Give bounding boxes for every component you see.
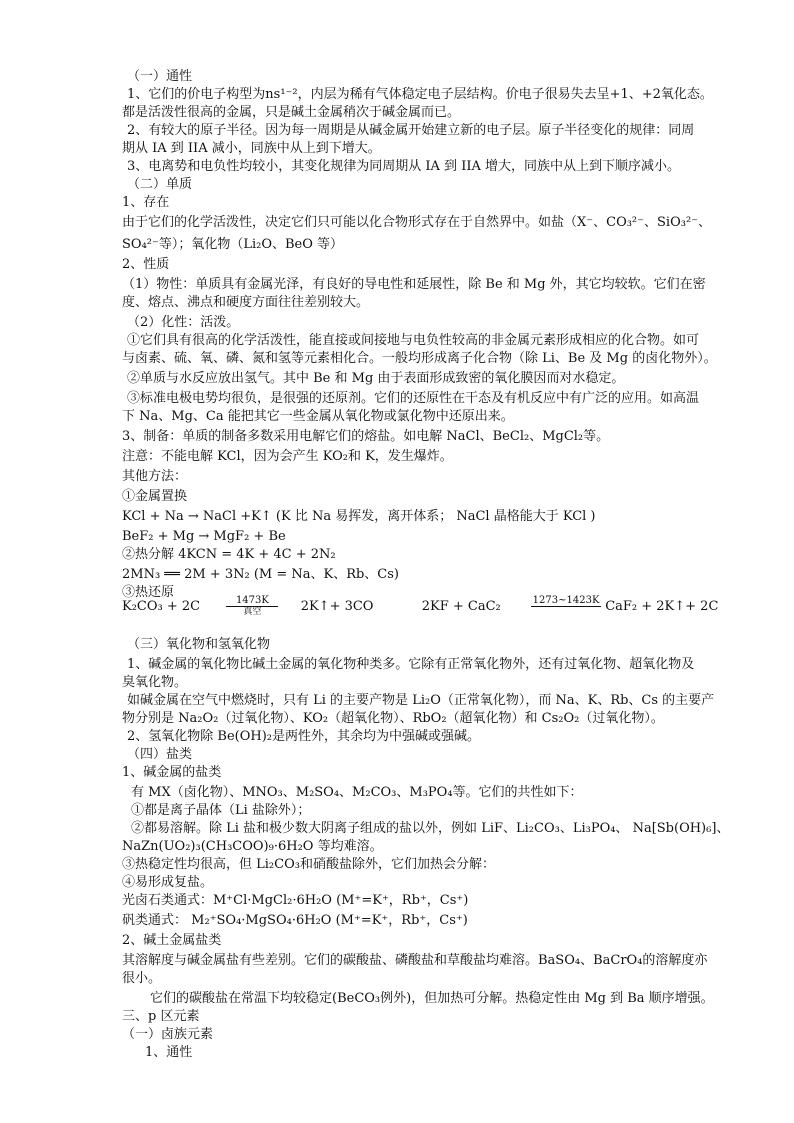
text-line-l44: 光卤石类通式：M⁺Cl·MgCl₂·6H₂O (M⁺=K⁺，Rb⁺，Cs⁺) <box>122 893 469 908</box>
text-line-l2: 1、它们的价电子构型为ns¹⁻²，内层为稀有气体稳定电子层结构。价电子很易失去呈+1、+2氧化态。 <box>127 87 713 102</box>
text-line-l31: 1、碱金属的氧化物比碱土金属的氧化物种类多。它除有正常氧化物外，还有过氧化物、超氧化物及 <box>127 657 695 672</box>
text-line-l40: ②都易溶解。除 Li 盐和极少数大阴离子组成的盐以外，例如 LiF、Li₂CO₃、Li₃PO₄、 Na[Sb(OH)₆]、 <box>131 821 730 836</box>
text-line-l50: 三、p 区元素 <box>122 1009 200 1024</box>
equation-1-products: 2K↑+ 3CO <box>300 599 374 614</box>
text-line-l39: ①都是离子晶体（Li 盐除外）； <box>131 803 311 818</box>
text-line-l12: （1）物性：单质具有金属光泽，有良好的导电性和延展性，除 Be 和 Mg 外，其它均较软。它们在密 <box>122 277 706 292</box>
equation-2-reactants: 2KF + CaC₂ <box>421 599 501 614</box>
text-line-l8: 1、存在 <box>122 195 170 210</box>
text-line-l4: 2、有较大的原子半径。因为每一周期是从碱金属开始建立新的电子层。原子半径变化的规律：同周 <box>127 123 695 138</box>
text-line-l24: KCl + Na → NaCl +K↑ (K 比 Na 易挥发，离开体系； NaCl 晶格能大于 KCl ) <box>122 509 596 524</box>
thermal-reduction-equations <box>122 596 718 617</box>
text-line-l1: （一）通性 <box>127 69 193 84</box>
text-line-l37: 1、碱金属的盐类 <box>122 765 222 780</box>
text-line-l43: ④易形成复盐。 <box>122 875 214 890</box>
text-line-l26: ②热分解 4KCN = 4K + 4C + 2N₂ <box>122 547 336 562</box>
text-line-l52: 1、通性 <box>145 1045 193 1060</box>
text-line-l6: 3、电离势和电负性均较小，其变化规律为同周期从 IA 到 IIA 增大，同族中从上到下顺序减小。 <box>127 159 680 174</box>
equation-2-products: CaF₂ + 2K↑+ 2C <box>605 599 719 614</box>
text-line-l30: （三）氧化物和氢氧化物 <box>127 637 271 652</box>
text-line-l7: （二）单质 <box>127 177 193 192</box>
text-line-l36: （四）盐类 <box>127 747 193 762</box>
text-line-l49: 它们的碳酸盐在常温下均较稳定(BeCO₃例外)，但加热可分解。热稳定性由 Mg 到 Ba 顺序增强。 <box>150 991 714 1006</box>
text-line-l16: 与卤素、硫、氧、磷、氮和氢等元素相化合。一般均形成离子化合物（除 Li、Be 及 Mg 的卤化物外）。 <box>122 351 717 366</box>
text-line-l9: 由于它们的化学活泼性，决定它们只可能以化合物形式存在于自然界中。如盐（X⁻、CO₃²⁻、SiO₃²⁻、 <box>122 215 712 230</box>
text-line-l14: （2）化性：活泼。 <box>127 315 240 330</box>
text-line-l33: 如碱金属在空气中燃烧时，只有 Li 的主要产物是 Li₂O（正常氧化物），而 Na、K、Rb、Cs 的主要产 <box>127 693 715 708</box>
text-line-l23: ①金属置换 <box>122 489 188 504</box>
text-line-l27: 2MN₃ ══ 2M + 3N₂ (M = Na、K、Rb、Cs) <box>122 567 399 582</box>
text-line-l41: NaZn(UO₂)₃(CH₃COO)₉·6H₂O 等均难溶。 <box>122 839 383 854</box>
text-line-l5: 期从 IA 到 IIA 减小，同族中从上到下增大。 <box>122 141 381 156</box>
text-line-l28: ③热还原 <box>122 585 175 600</box>
equation-2-condition <box>531 596 601 617</box>
text-line-l11: 2、性质 <box>122 257 170 272</box>
text-line-l32: 臭氧化物。 <box>122 675 188 690</box>
equation-1-reactants: K₂CO₃ + 2C <box>122 599 201 614</box>
text-line-l19: 下 Na、Mg、Ca 能把其它一些金属从氧化物或氯化物中还原出来。 <box>122 409 514 424</box>
text-line-l51: （一）卤族元素 <box>122 1027 214 1042</box>
text-line-l22: 其他方法： <box>122 469 188 484</box>
text-line-l10: SO₄²⁻等）；氧化物（Li₂O、BeO 等） <box>122 237 344 252</box>
text-line-l21: 注意：不能电解 KCl，因为会产生 KO₂和 K，发生爆炸。 <box>122 449 453 464</box>
text-line-l34: 物分别是 Na₂O₂（过氧化物）、KO₂（超氧化物）、RbO₂（超氧化物）和 Cs₂O₂（过氧化物）。 <box>122 711 664 726</box>
text-line-l45: 矾类通式： M₂⁺SO₄·MgSO₄·6H₂O (M⁺=K⁺，Rb⁺，Cs⁺) <box>122 913 468 928</box>
text-line-l25: BeF₂ + Mg → MgF₂ + Be <box>122 529 286 544</box>
text-line-l42: ③热稳定性均很高，但 Li₂CO₃和硝酸盐除外，它们加热会分解： <box>122 857 495 872</box>
text-line-l13: 度、熔点、沸点和硬度方面往往差别较大。 <box>122 295 370 310</box>
equation-1-temperature: 1473K <box>235 595 269 606</box>
text-line-l18: ③标准电极电势均很负，是很强的还原剂。它们的还原性在干态及有机反应中有广泛的应用。如高温 <box>127 391 700 406</box>
equation-1-condition <box>226 596 278 617</box>
text-line-l46: 2、碱土金属盐类 <box>122 933 222 948</box>
equation-1-vacuum: 真空 <box>243 607 262 617</box>
text-line-l38: 有 MX（卤化物）、MNO₃、M₂SO₄、M₂CO₃、M₃PO₄等。它们的共性如下： <box>131 785 583 800</box>
text-line-l15: ①它们具有很高的化学活泼性，能直接或间接地与电负性较高的非金属元素形成相应的化合物。如可 <box>127 333 700 348</box>
text-line-l3: 都是活泼性很高的金属，只是碱土金属稍次于碱金属而已。 <box>122 105 461 120</box>
text-line-l48: 很小。 <box>122 971 162 986</box>
text-line-l47: 其溶解度与碱金属盐有些差别。它们的碳酸盐、磷酸盐和草酸盐均难溶。BaSO₄、BaCrO₄的溶解度亦 <box>122 953 708 968</box>
text-line-l20: 3、制备：单质的制备多数采用电解它们的熔盐。如电解 NaCl、BeCl₂、MgCl₂等。 <box>122 429 610 444</box>
text-line-l35: 2、氢氧化物除 Be(OH)₂是两性外，其余均为中强碱或强碱。 <box>127 729 480 744</box>
text-line-l17: ②单质与水反应放出氢气。其中 Be 和 Mg 由于表面形成致密的氧化膜因而对水稳定。 <box>127 371 625 386</box>
equation-2-temperature: 1273~1423K <box>532 595 600 606</box>
